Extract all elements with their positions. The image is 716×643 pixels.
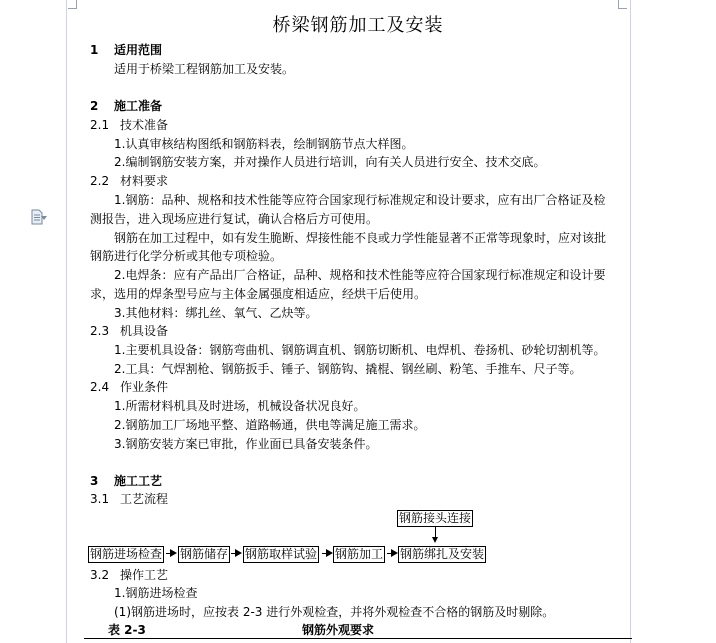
list-item: 2.工具：气焊割枪、钢筋扳手、锤子、钢筋钩、撬棍、钢丝刷、粉笔、手推车、尺子等。 (114, 362, 582, 376)
subsection-title: 操作工艺 (120, 568, 169, 582)
subsection-number: 3.2 (90, 568, 110, 582)
dropdown-arrow-icon[interactable] (41, 216, 47, 220)
subsection-title: 技术准备 (120, 118, 169, 132)
section-title: 适用范围 (114, 43, 163, 57)
list-item: (1)钢筋进场时，应按表 2-3 进行外观检查，并将外观检查不合格的钢筋及时剔除。 (114, 605, 555, 619)
margin-corner-top-right (618, 0, 627, 9)
flow-arrow-right (235, 549, 242, 557)
list-item: 1.钢筋进场检查 (114, 586, 198, 600)
margin-corner-top-left (68, 0, 77, 9)
paragraph-line: 1.钢筋：品种、规格和技术性能等应符合国家现行标准规定和设计要求，应有出厂合格证及检 (114, 193, 606, 207)
subsection-2-2-heading (90, 173, 168, 189)
flow-box-step: 钢筋储存 (180, 547, 229, 561)
flow-arrow-down (432, 537, 438, 543)
document-title: 桥梁钢筋加工及安装 (272, 15, 444, 36)
section-number: 1 (90, 43, 99, 57)
subsection-title: 材料要求 (120, 174, 169, 188)
section-title: 施工工艺 (114, 474, 163, 488)
paragraph-line: 测报告，进入现场应进行复试，确认合格后方可使用。 (90, 212, 379, 226)
flow-box-step: 钢筋取样试验 (245, 547, 318, 561)
subsection-3-2-heading (90, 567, 168, 583)
paragraph-line: 求，选用的焊条型号应与主体金属强度相适应，经烘干后使用。 (90, 287, 427, 301)
table-label: 表 2-3 (108, 623, 146, 637)
section-number: 3 (90, 474, 99, 488)
subsection-number: 2.1 (90, 118, 110, 132)
subsection-2-1-heading (90, 117, 168, 133)
section-1-heading (90, 42, 162, 58)
page-right-edge (630, 0, 631, 643)
section-title: 施工准备 (114, 99, 163, 113)
list-item: 3.钢筋安装方案已审批，作业面已具备安装条件。 (114, 437, 378, 451)
paragraph-line: 2.电焊条：应有产品出厂合格证，品种、规格和技术性能等应符合国家现行标准规定和设计要 (114, 268, 606, 282)
section-2-heading (90, 98, 162, 114)
flow-box-step: 钢筋加工 (335, 547, 384, 561)
page-left-edge (66, 0, 67, 643)
section-number: 2 (90, 99, 99, 113)
paragraph-line: 钢筋在加工过程中，如有发生脆断、焊接性能不良或力学性能显著不正常等现象时，应对该批 (114, 231, 607, 245)
subsection-number: 2.4 (90, 380, 110, 394)
list-item: 2.钢筋加工厂场地平整、道路畅通，供电等满足施工需求。 (114, 418, 426, 432)
subsection-number: 2.2 (90, 174, 110, 188)
subsection-title: 作业条件 (120, 380, 169, 394)
section-3-heading (90, 473, 162, 489)
list-item: 1.认真审核结构图纸和钢筋料表，绘制钢筋节点大样图。 (114, 137, 414, 151)
subsection-2-3-heading (90, 323, 168, 339)
list-item: 1.主要机具设备：钢筋弯曲机、钢筋调直机、钢筋切断机、电焊机、卷扬机、砂轮切割机等。 (114, 343, 606, 357)
flow-box-step: 钢筋进场检查 (90, 547, 163, 561)
flow-arrow-right (170, 549, 177, 557)
paragraph-line: 钢筋进行化学分析或其他专项检验。 (90, 249, 283, 263)
paragraph: 适用于桥梁工程钢筋加工及安装。 (114, 62, 295, 76)
list-item: 2.编制钢筋安装方案，并对操作人员进行培训，向有关人员进行安全、技术交底。 (114, 155, 546, 169)
flow-arrow-right (326, 549, 333, 557)
subsection-number: 2.3 (90, 324, 110, 338)
flow-box-joint-connection: 钢筋接头连接 (399, 511, 472, 525)
table-caption: 钢筋外观要求 (302, 623, 375, 637)
subsection-3-1-heading (90, 491, 168, 507)
flow-box-step: 钢筋绑扎及安装 (400, 547, 485, 561)
paragraph-line: 3.其他材料：绑扎丝、氧气、乙炔等。 (114, 306, 318, 320)
table-top-border (84, 638, 632, 639)
subsection-title: 工艺流程 (120, 492, 169, 506)
subsection-2-4-heading (90, 379, 168, 395)
subsection-title: 机具设备 (120, 324, 169, 338)
subsection-number: 3.1 (90, 492, 110, 506)
flow-arrow-right (391, 549, 398, 557)
list-item: 1.所需材料机具及时进场，机械设备状况良好。 (114, 399, 366, 413)
